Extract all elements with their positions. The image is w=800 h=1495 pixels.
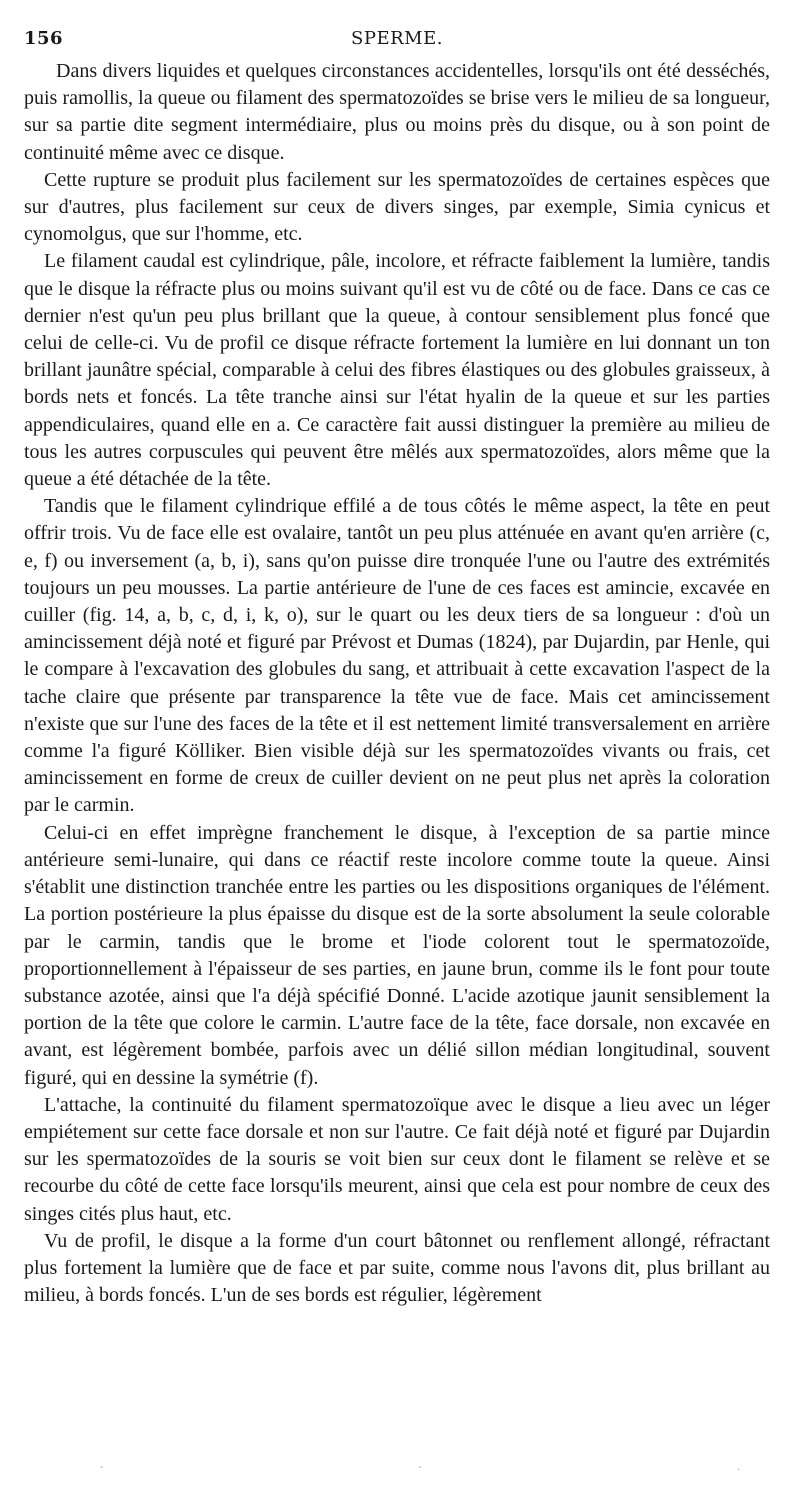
scan-speck: - [100, 1462, 104, 1473]
scan-speck: - [418, 1462, 422, 1473]
paragraph: Cette rupture se produit plus facilement sur les spermatozoïdes de certaines espèces que sur d'autres, plus facilement sur ceux de divers singes, par exemple, Simia cynicus et cynomolgus, que sur l'homme, etc. [24, 168, 770, 246]
body-text [24, 58, 770, 1309]
scan-specks [100, 1462, 740, 1473]
paragraph: Le filament caudal est cylindrique, pâle, incolore, et réfracte faiblement la lumière, tandis que le disque la réfracte plus ou moins suivant qu'il est vu de côté ou de face. Dans ce cas ce dernier n'est qu'un peu plus brillant que la queue, à contour sensiblement plus foncé que celui de celle-ci. Vu de profil ce disque réfracte fortement la lumière en lui donnant un ton brillant jaunâtre spécial, comparable à celui des fibres élastiques ou des globules graisseux, à bords nets et foncés. La tête tranche ainsi sur l'état hyalin de la queue et sur les parties appendiculaires, quand elle en a. Ce caractère fait aussi distinguer la première au milieu de tous les autres corpuscules qui peuvent être mêlés aux spermatozoïdes, alors même que la queue a été détachée de la tête. [24, 250, 770, 491]
page-number: 156 [24, 28, 64, 49]
paragraph: Dans divers liquides et quelques circonstances accidentelles, lorsqu'ils ont été desséchés, puis ramollis, la queue ou filament des spermatozoïdes se brise vers le milieu de sa longueur, sur sa partie dite segment intermédiaire, plus ou moins près du disque, ou à son point de continuité même avec ce disque. [24, 60, 770, 164]
paragraph: Tandis que le filament cylindrique effilé a de tous côtés le même aspect, la tête en peut offrir trois. Vu de face elle est ovalaire, tantôt un peu plus atténuée en avant qu'en arrière (c, e, f) ou inversement (a, b, i), sans qu'on puisse dire tronquée l'une ou l'autre des extrémités toujours un peu mousses. La partie antérieure de l'une de ces faces est amincie, excavée en cuiller (fig. 14, a, b, c, d, i, k, o), sur le quart ou les deux tiers de sa longueur : d'où un amincissement déjà noté et figuré par Prévost et Dumas (1824), par Dujardin, par Henle, qui le compare à l'excavation des globules du sang, et attribuait à cette excavation l'aspect de la tache claire que présente par transparence la tête vue de face. Mais cet amincissement n'existe que sur l'une des faces de la tête et il est nettement limité transversalement en arrière comme l'a figuré Kölliker. Bien visible déjà sur les spermatozoïdes vivants ou frais, cet amincissement en forme de creux de cuiller devient on ne peut plus net après la coloration par le carmin. [24, 495, 770, 817]
paragraph: Celui-ci en effet imprègne franchement le disque, à l'exception de sa partie mince antérieure semi-lunaire, qui dans ce réactif reste incolore comme toute la queue. Ainsi s'établit une distinction tranchée entre les parties ou les dispositions organiques de l'élément. La portion postérieure la plus épaisse du disque est de la sorte absolument la seule colorable par le carmin, tandis que le brome et l'iode colorent tout le spermatozoïde, proportionnellement à l'épaisseur de ses parties, en jaune brun, comme ils le font pour toute substance azotée, ainsi que l'a déjà spécifié Donné. L'acide azotique jaunit sensiblement la portion de la tête que colore le carmin. L'autre face de la tête, face dorsale, non excavée en avant, est légèrement bombée, parfois avec un délié sillon médian longitudinal, souvent figuré, qui en dessine la symétrie (f). [24, 821, 770, 1089]
page-header [24, 28, 770, 58]
book-page [24, 28, 770, 1309]
paragraph: Vu de profil, le disque a la forme d'un court bâtonnet ou renflement allongé, réfractant plus fortement la lumière que de face et par suite, comme nous l'avons dit, plus brillant au milieu, à bords foncés. L'un de ses bords est régulier, légèrement [24, 1229, 770, 1307]
paragraph: L'attache, la continuité du filament spermatozoïque avec le disque a lieu avec un léger empiétement sur cette face dorsale et non sur l'autre. Ce fait déjà noté et figuré par Dujardin sur les spermatozoïdes de la souris se voit bien sur ceux dont le filament se relève et se recourbe du côté de cette face lorsqu'ils meurent, ainsi que cela est pour nombre de ceux des singes cités plus haut, etc. [24, 1093, 770, 1225]
scan-speck: . [736, 1462, 740, 1473]
running-head: SPERME. [351, 28, 443, 49]
